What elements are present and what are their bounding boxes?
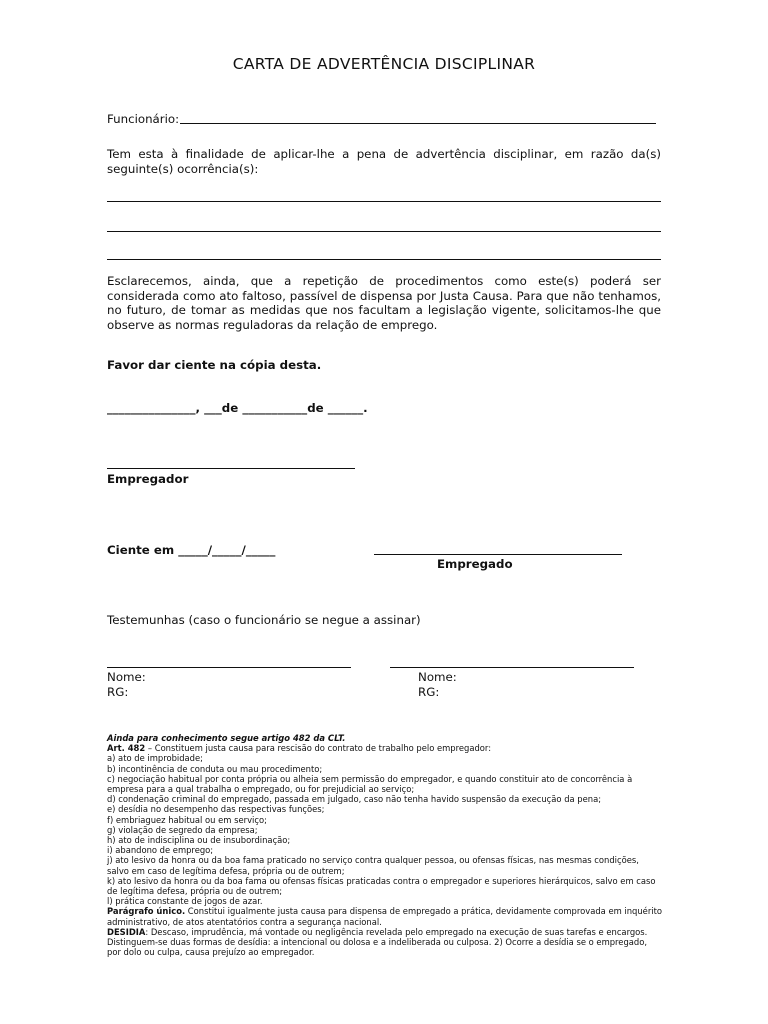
clt-paragraph-text: Constitui igualmente justa causa para dispensa de empregado a prática, devidamente comprovada em inquérito administrativo, de atos atentatórios contra a segurança nacional. xyxy=(107,906,663,927)
clt-article-label: Art. 482 xyxy=(107,743,146,754)
clt-item: g) violação de segredo da empresa; xyxy=(107,824,258,835)
employer-label: Empregador xyxy=(107,472,189,486)
witness-1-signature-line xyxy=(107,667,351,668)
clarification-paragraph: Esclarecemos, ainda, que a repetição de procedimentos como este(s) poderá ser considerada como ato faltoso, passível de dispensa por Justa Causa. Para que não tenhamos, no futuro, de tomar as medidas que nos facultam a legislação vigente, solicitamos-lhe que observe as normas reguladoras da relação de emprego. xyxy=(107,274,661,332)
employee-name-line xyxy=(180,123,656,124)
date-line: _______________, ___de ___________de ______. xyxy=(107,401,368,415)
clt-desidia-label: DESIDIA xyxy=(107,926,146,937)
clt-item: a) ato de improbidade; xyxy=(107,753,203,764)
clt-item: k) ato lesivo da honra ou da boa fama ou ofensas físicas praticadas contra o empregador e superiores hierárquicos, salvo em caso de legítima defesa, própria ou de outrem; xyxy=(107,875,656,897)
employee-label: Empregado xyxy=(437,557,513,571)
occurrence-line-2 xyxy=(107,231,661,232)
clt-article-block xyxy=(107,733,663,957)
clt-item: j) ato lesivo da honra ou da boa fama praticado no serviço contra qualquer pessoa, ou ofensas físicas, nas mesmas condições, salvo em caso de legítima defesa, própria ou de outrem; xyxy=(107,855,639,876)
clt-item: c) negociação habitual por conta própria ou alheia sem permissão do empregador, e quando constituir ato de concorrência à empresa para a qual trabalha o empregado, ou for prejudicial ao serviço; xyxy=(107,773,633,795)
occurrence-line-1 xyxy=(107,201,661,202)
employee-signature-line xyxy=(374,554,622,555)
witness-1-name-label: Nome: xyxy=(107,670,146,684)
clt-item: l) prática constante de jogos de azar. xyxy=(107,896,263,907)
ciente-date: Ciente em _____/_____/_____ xyxy=(107,543,276,557)
occurrence-line-3 xyxy=(107,259,661,260)
clt-item: e) desídia no desempenho das respectivas funções; xyxy=(107,804,325,815)
clt-item: h) ato de indisciplina ou de insubordinação; xyxy=(107,835,291,846)
witness-2-signature-line xyxy=(390,667,634,668)
intro-paragraph: Tem esta à finalidade de aplicar-lhe a pena de advertência disciplinar, em razão da(s) seguinte(s) ocorrência(s): xyxy=(107,147,661,176)
clt-item: f) embriaguez habitual ou em serviço; xyxy=(107,814,267,825)
clt-desidia-text: : Descaso, imprudência, má vontade ou negligência revelada pelo empregado na execução de suas tarefas e encargos. Distinguem-se duas formas de desídia: a intencional ou dolosa e a indeliberada ou culposa. 2) Ocorre a desídia se o empregado, por dolo ou culpa, causa prejuízo ao empregador. xyxy=(107,926,648,958)
witnesses-label: Testemunhas (caso o funcionário se negue a assinar) xyxy=(107,613,421,627)
acknowledge-request: Favor dar ciente na cópia desta. xyxy=(107,358,322,372)
clt-item: i) abandono de emprego; xyxy=(107,845,214,856)
witness-1-rg-label: RG: xyxy=(107,685,129,699)
employee-label: Funcionário: xyxy=(107,112,180,126)
clt-item: b) incontinência de conduta ou mau procedimento; xyxy=(107,763,323,774)
clt-item: d) condenação criminal do empregado, passada em julgado, caso não tenha havido suspensão da execução da pena; xyxy=(107,794,602,805)
clt-heading: Ainda para conhecimento segue artigo 482 da CLT. xyxy=(107,733,346,743)
clt-article-text: – Constituem justa causa para rescisão do contrato de trabalho pelo empregador: xyxy=(145,743,492,754)
clt-paragraph-label: Parágrafo único. xyxy=(107,906,186,917)
witness-2-name-label: Nome: xyxy=(418,670,457,684)
document-title: CARTA DE ADVERTÊNCIA DISCIPLINAR xyxy=(232,55,536,73)
witness-2-rg-label: RG: xyxy=(418,685,440,699)
employer-signature-line xyxy=(107,468,355,469)
